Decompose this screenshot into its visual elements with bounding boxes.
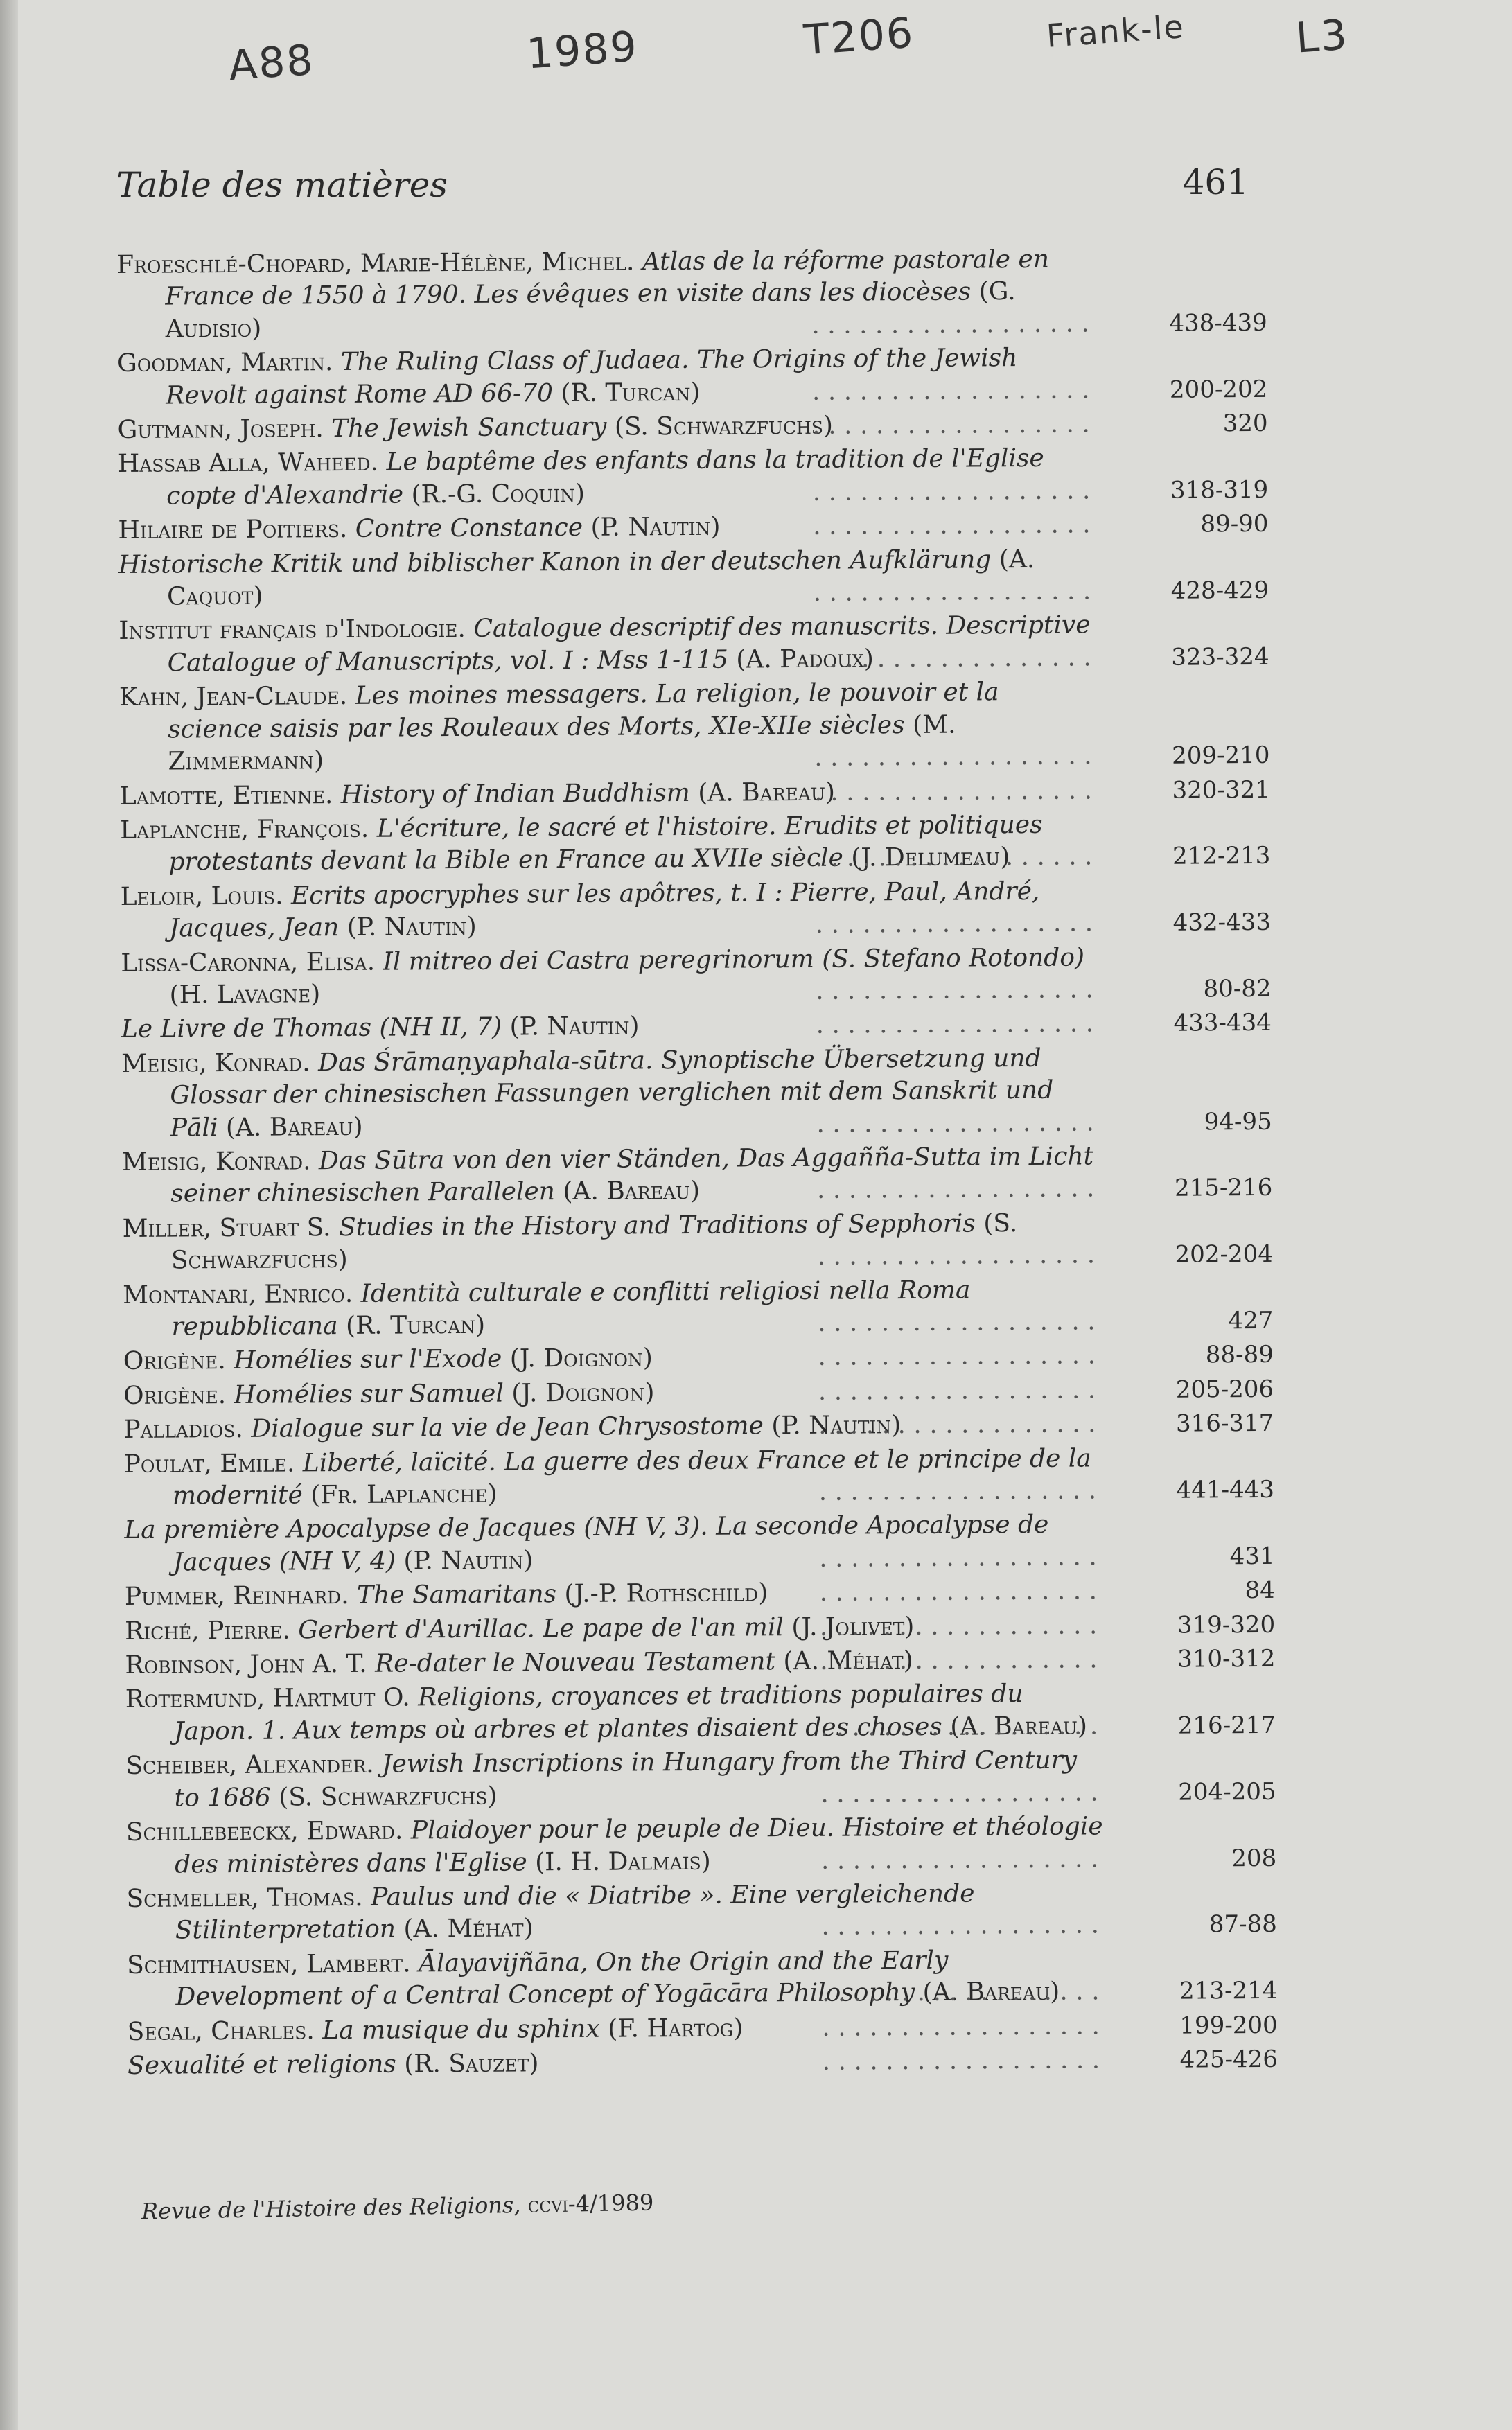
toc-entry	[123, 1373, 1274, 1413]
entry-reviewer: (R.-G. Coquin)	[411, 479, 586, 509]
entry-pages: 202-204	[1175, 1240, 1274, 1269]
entry-text	[117, 412, 833, 444]
entry-pages: 318-319	[1170, 475, 1269, 504]
leader-dots	[821, 1710, 1098, 1744]
leader-dots	[814, 475, 1091, 509]
leader-dots	[820, 1644, 1098, 1678]
entry-pages: 441-443	[1176, 1475, 1275, 1504]
journal-name: Revue de l'Histoire des Religions,	[141, 2191, 521, 2225]
entry-text	[123, 1378, 655, 1410]
entry-text	[128, 2049, 539, 2080]
leader-dots	[818, 1107, 1095, 1141]
entry-reviewer: (P. Nautin)	[346, 912, 477, 942]
leader-dots	[817, 1008, 1094, 1042]
entry-title: Sexualité et religions	[127, 2050, 396, 2080]
toc-entry	[126, 1810, 1277, 1881]
entry-author: Palladios.	[123, 1415, 244, 1445]
entry-text	[125, 1579, 768, 1612]
leader-dots	[819, 1374, 1096, 1408]
entry-reviewer: (A. Bareau)	[950, 1711, 1088, 1741]
toc-entry	[125, 1608, 1275, 1648]
entry-author: Origène.	[123, 1346, 226, 1376]
toc-entry	[118, 608, 1269, 680]
leader-dots	[821, 1777, 1098, 1811]
entry-pages: 432-433	[1172, 908, 1272, 937]
entry-author: Riché, Pierre.	[125, 1616, 291, 1646]
entry-title: Das Śrāmaṇyaphala-sūtra. Synoptische Übersetzung und Glossar der chinesischen Fassungen verglichen mit dem Sanskrit und Pāli	[170, 1044, 1054, 1143]
entry-title: Homélies sur Samuel	[234, 1379, 504, 1409]
entry-reviewer: (A. Caquot)	[166, 545, 1035, 611]
leader-dots	[820, 1541, 1097, 1575]
entry-pages: 438-439	[1169, 308, 1267, 337]
entry-title: Gerbert d'Aurillac. Le pape de l'an mil	[298, 1612, 784, 1645]
entry-author: Lissa-Caronna, Elisa.	[121, 947, 376, 978]
leader-dots	[819, 1409, 1096, 1443]
entry-title: The Jewish Sanctuary	[331, 412, 607, 443]
page-number: 461	[1182, 162, 1249, 202]
page-edge	[0, 0, 18, 2430]
entry-author: Schmithausen, Lambert.	[127, 1949, 411, 1980]
entry-reviewer: (Fr. Laplanche)	[310, 1479, 498, 1510]
entry-reviewer: (J. Jolivet)	[791, 1612, 915, 1641]
entry-title: The Ruling Class of Judaea. The Origins of the Jewish Revolt against Rome AD 66-70	[166, 344, 1018, 410]
entry-reviewer: (I. H. Dalmais)	[535, 1847, 711, 1876]
leader-dots	[822, 1843, 1099, 1877]
entry-title: Jewish Inscriptions in Hungary from the Third Century to 1686	[174, 1745, 1078, 1813]
leader-dots	[813, 374, 1090, 408]
entry-author: Pummer, Reinhard.	[124, 1581, 349, 1612]
entry-title: Il mitreo dei Castra peregrinorum (S. Stefano Rotondo)	[383, 943, 1085, 976]
toc-entry	[125, 1574, 1275, 1614]
entry-pages: 205-206	[1175, 1375, 1274, 1404]
entry-title: Ecrits apocryphes sur les apôtres, t. I : Pierre, Paul, André, Jacques, Jean	[168, 877, 1040, 943]
entry-reviewer: (J. Doignon)	[511, 1378, 655, 1408]
entry-author: Segal, Charles.	[127, 2016, 315, 2046]
entry-reviewer: (S. Schwarzfuchs)	[614, 411, 834, 441]
entry-pages: 425-426	[1179, 2045, 1278, 2074]
toc-entry	[117, 341, 1268, 412]
leader-dots	[820, 1610, 1098, 1644]
entry-title: History of Indian Buddhism	[340, 778, 690, 809]
entry-pages: 199-200	[1179, 2011, 1278, 2040]
entry-author: Schmeller, Thomas.	[126, 1883, 363, 1913]
toc-entry	[124, 1508, 1275, 1579]
toc-entry	[123, 1407, 1274, 1447]
toc-entry	[126, 1876, 1277, 1948]
entry-title: L'écriture, le sacré et l'histoire. Erudits et politiques protestants devant la Bible en France au XVIIe siècle	[168, 810, 1043, 877]
toc-entry	[121, 940, 1272, 1012]
entry-pages: 427	[1228, 1306, 1274, 1335]
entry-pages: 89-90	[1200, 510, 1269, 538]
leader-dots	[823, 1910, 1100, 1944]
entry-title: La première Apocalypse de Jacques (NH V, 3). La seconde Apocalypse de Jacques (NH V, 4)	[124, 1511, 1049, 1577]
entry-title: La musique du sphinx	[322, 2014, 600, 2045]
entry-reviewer: (J.-P. Rothschild)	[564, 1578, 768, 1609]
entry-pages: 204-205	[1178, 1777, 1276, 1806]
entry-text	[120, 777, 835, 810]
toc-entry	[118, 441, 1269, 513]
handwritten-note: Frank-le	[1045, 8, 1186, 55]
entry-author: Miller, Stuart S.	[122, 1213, 331, 1243]
entry-pages: 310-312	[1177, 1644, 1276, 1673]
leader-dots	[823, 2010, 1100, 2044]
entry-pages: 200-202	[1169, 375, 1268, 404]
entry-text	[123, 1411, 901, 1444]
toc-entry	[121, 1041, 1272, 1145]
entry-author: Poulat, Emile.	[123, 1449, 295, 1479]
entry-title: Dialogue sur la vie de Jean Chrysostome	[251, 1411, 764, 1444]
leader-dots	[814, 575, 1091, 609]
entry-reviewer: (P. Nautin)	[771, 1411, 902, 1441]
toc-entry	[120, 773, 1270, 813]
toc-entry	[121, 874, 1272, 946]
handwritten-annotations	[227, 8, 1407, 91]
entry-author: Hassab Alla, Waheed.	[117, 448, 379, 479]
entry-reviewer: (R. Turcan)	[561, 378, 701, 407]
entry-author: Kahn, Jean-Claude.	[118, 682, 348, 712]
toc-entry	[123, 1272, 1274, 1344]
leader-dots	[816, 841, 1093, 875]
entry-reviewer: (A. Méhat)	[783, 1646, 913, 1676]
entry-pages: 428-429	[1170, 576, 1269, 605]
entry-author: Leloir, Louis.	[120, 881, 283, 911]
entry-pages: 216-217	[1177, 1711, 1276, 1740]
toc-entry	[125, 1743, 1276, 1815]
entry-reviewer: (S. Schwarzfuchs)	[279, 1781, 498, 1812]
page-title: Table des matières	[116, 165, 448, 205]
leader-dots	[814, 642, 1091, 676]
toc-entry	[118, 543, 1269, 614]
leader-dots	[813, 408, 1090, 442]
entry-title: The Samaritans	[356, 1580, 557, 1610]
entry-author: Institut français d'Indologie.	[118, 615, 466, 646]
entry-pages: 316-317	[1175, 1409, 1274, 1438]
leader-dots	[816, 908, 1093, 942]
entry-title: Les moines messagers. La religion, le pouvoir et la science saisis par les Rouleaux des Morts, XIe-XIIe siècles	[168, 678, 999, 744]
entry-title: Historische Kritik und biblischer Kanon in der deutschen Aufklärung	[118, 545, 992, 579]
entry-author: Origène.	[123, 1380, 227, 1410]
leader-dots	[818, 1305, 1096, 1339]
entry-pages: 320	[1222, 409, 1268, 438]
toc-entry	[124, 1441, 1275, 1513]
table-of-contents	[116, 243, 1278, 2084]
entry-title: Catalogue descriptif des manuscrits. Descriptive Catalogue of Manuscripts, vol. I : Mss 1-115	[167, 610, 1091, 678]
entry-text	[121, 1012, 640, 1044]
toc-entry	[125, 1643, 1275, 1682]
entry-author: Montanari, Enrico.	[123, 1279, 353, 1310]
leader-dots	[820, 1576, 1098, 1610]
entry-author: Rotermund, Hartmut O.	[125, 1683, 410, 1714]
entry-reviewer: (J. Delumeau)	[851, 843, 1010, 872]
entry-pages: 212-213	[1172, 842, 1271, 871]
entry-title: Le baptême des enfants dans la tradition de l'Eglise copte d'Alexandrie	[166, 444, 1044, 511]
handwritten-note: A88	[227, 35, 316, 91]
entry-title: Atlas de la réforme pastorale en France de 1550 à 1790. Les évêques en visite dans les diocèses	[165, 245, 1050, 311]
entry-reviewer: (A. Méhat)	[403, 1914, 534, 1944]
entry-pages: 215-216	[1174, 1174, 1273, 1203]
entry-title: Religions, croyances et traditions populaires du Japon. 1. Aux temps où arbres et plantes disaient des choses	[173, 1680, 1023, 1746]
toc-entry	[122, 1140, 1273, 1211]
entry-author: Froeschlé-Chopard, Marie-Hélène, Michel.	[116, 247, 635, 279]
entry-pages: 213-214	[1179, 1976, 1278, 2005]
entry-reviewer: (A. Bareau)	[225, 1112, 363, 1142]
entry-reviewer: (A. Bareau)	[922, 1977, 1060, 2007]
entry-pages: 431	[1229, 1542, 1275, 1571]
entry-title: Das Sūtra von den vier Ständen, Das Aggañña-Sutta im Licht seiner chinesischen Parallelen	[170, 1142, 1094, 1208]
entry-title: Plaidoyer pour le peuple de Dieu. Histoire et théologie des ministères dans l'Eglise	[175, 1812, 1103, 1879]
leader-dots	[818, 1173, 1095, 1207]
leader-dots	[813, 308, 1090, 342]
entry-pages: 323-324	[1171, 642, 1269, 671]
entry-author: Meisig, Konrad.	[121, 1147, 311, 1177]
entry-reviewer: (A. Bareau)	[563, 1177, 701, 1206]
entry-pages: 209-210	[1172, 741, 1270, 770]
handwritten-note: L3	[1294, 10, 1350, 63]
toc-entry	[125, 1677, 1276, 1748]
entry-reviewer: (S. Schwarzfuchs)	[170, 1208, 1018, 1275]
entry-author: Hilaire de Poitiers.	[118, 515, 348, 545]
journal-issue: ccvi-4/1989	[527, 2189, 654, 2218]
toc-entry	[123, 1339, 1274, 1378]
entry-pages: 319-320	[1177, 1610, 1276, 1639]
entry-pages: 84	[1245, 1576, 1275, 1605]
entry-title: Re-dater le Nouveau Testament	[375, 1647, 776, 1678]
entry-reviewer: (R. Turcan)	[345, 1310, 486, 1341]
toc-entry	[119, 675, 1270, 778]
entry-author: Schillebeeckx, Edward.	[125, 1816, 403, 1847]
entry-reviewer: (H. Lavagne)	[169, 980, 321, 1010]
entry-pages: 88-89	[1205, 1341, 1274, 1369]
entry-author: Meisig, Konrad.	[121, 1048, 310, 1078]
entry-reviewer: (P. Nautin)	[403, 1546, 534, 1576]
entry-reviewer: (P. Nautin)	[590, 512, 721, 543]
entry-text	[128, 2014, 744, 2045]
entry-title: Studies in the History and Traditions of Sepphoris	[338, 1209, 976, 1242]
entry-text	[125, 1646, 913, 1680]
page-header	[116, 159, 1249, 215]
entry-title: Contre Constance	[355, 513, 583, 544]
toc-entry	[117, 407, 1267, 447]
entry-title: Homélies sur l'Exode	[234, 1345, 502, 1375]
entry-reviewer: (R. Sauzet)	[404, 2049, 539, 2079]
toc-entry	[121, 1007, 1272, 1046]
leader-dots	[816, 974, 1093, 1007]
leader-dots	[823, 2044, 1100, 2078]
entry-author: Goodman, Martin.	[116, 348, 333, 378]
entry-pages: 208	[1231, 1844, 1277, 1872]
toc-entry	[127, 1943, 1278, 2014]
leader-dots	[820, 1474, 1097, 1508]
toc-entry	[116, 243, 1267, 346]
handwritten-note: 1989	[525, 22, 640, 79]
journal-footer	[141, 2190, 654, 2225]
toc-entry	[120, 808, 1271, 879]
entry-text	[123, 1344, 653, 1376]
entry-author: Lamotte, Etienne.	[119, 780, 333, 811]
leader-dots	[814, 509, 1091, 543]
entry-pages: 433-434	[1173, 1009, 1272, 1038]
entry-reviewer: (M. Zimmermann)	[168, 710, 956, 776]
entry-reviewer: (G. Audisio)	[165, 277, 1016, 344]
entry-text	[118, 513, 720, 545]
leader-dots	[816, 775, 1093, 809]
entry-reviewer: (J. Doignon)	[509, 1344, 653, 1373]
entry-pages: 87-88	[1208, 1910, 1277, 1939]
leader-dots	[815, 741, 1092, 775]
entry-title: Le Livre de Thomas (NH II, 7)	[121, 1012, 502, 1044]
entry-reviewer: (A. Padoux)	[736, 644, 874, 674]
entry-reviewer: (F. Hartog)	[608, 2014, 744, 2043]
entry-author: Gutmann, Joseph.	[117, 414, 324, 445]
leader-dots	[819, 1340, 1096, 1374]
toc-entry	[118, 508, 1268, 547]
entry-title: Liberté, laïcité. La guerre des deux France et le principe de la modernité	[172, 1444, 1091, 1511]
toc-entry	[128, 2043, 1278, 2083]
entry-reviewer: (P. Nautin)	[509, 1012, 640, 1041]
entry-title: Identità culturale e conflitti religiosi nella Roma repubblicana	[171, 1276, 971, 1341]
leader-dots	[818, 1240, 1096, 1274]
entry-pages: 320-321	[1172, 775, 1270, 804]
entry-author: Laplanche, François.	[119, 814, 369, 845]
entry-title: Paulus und die « Diatribe ». Eine vergleichende Stilinterpretation	[175, 1879, 975, 1945]
entry-title: Ālayavijñāna, On the Origin and the Early Development of a Central Concept of Yogācāra Philosophy	[175, 1946, 949, 2011]
entry-pages: 80-82	[1203, 974, 1272, 1003]
entry-author: Scheiber, Alexander.	[125, 1750, 374, 1781]
leader-dots	[823, 1976, 1100, 2010]
entry-text	[125, 1612, 914, 1646]
entry-pages: 94-95	[1204, 1107, 1272, 1136]
entry-author: Robinson, John A. T.	[125, 1649, 367, 1680]
entry-reviewer: (A. Bareau)	[698, 777, 836, 807]
handwritten-note: T206	[802, 8, 916, 65]
toc-entry	[122, 1206, 1273, 1278]
toc-entry	[128, 2009, 1278, 2048]
